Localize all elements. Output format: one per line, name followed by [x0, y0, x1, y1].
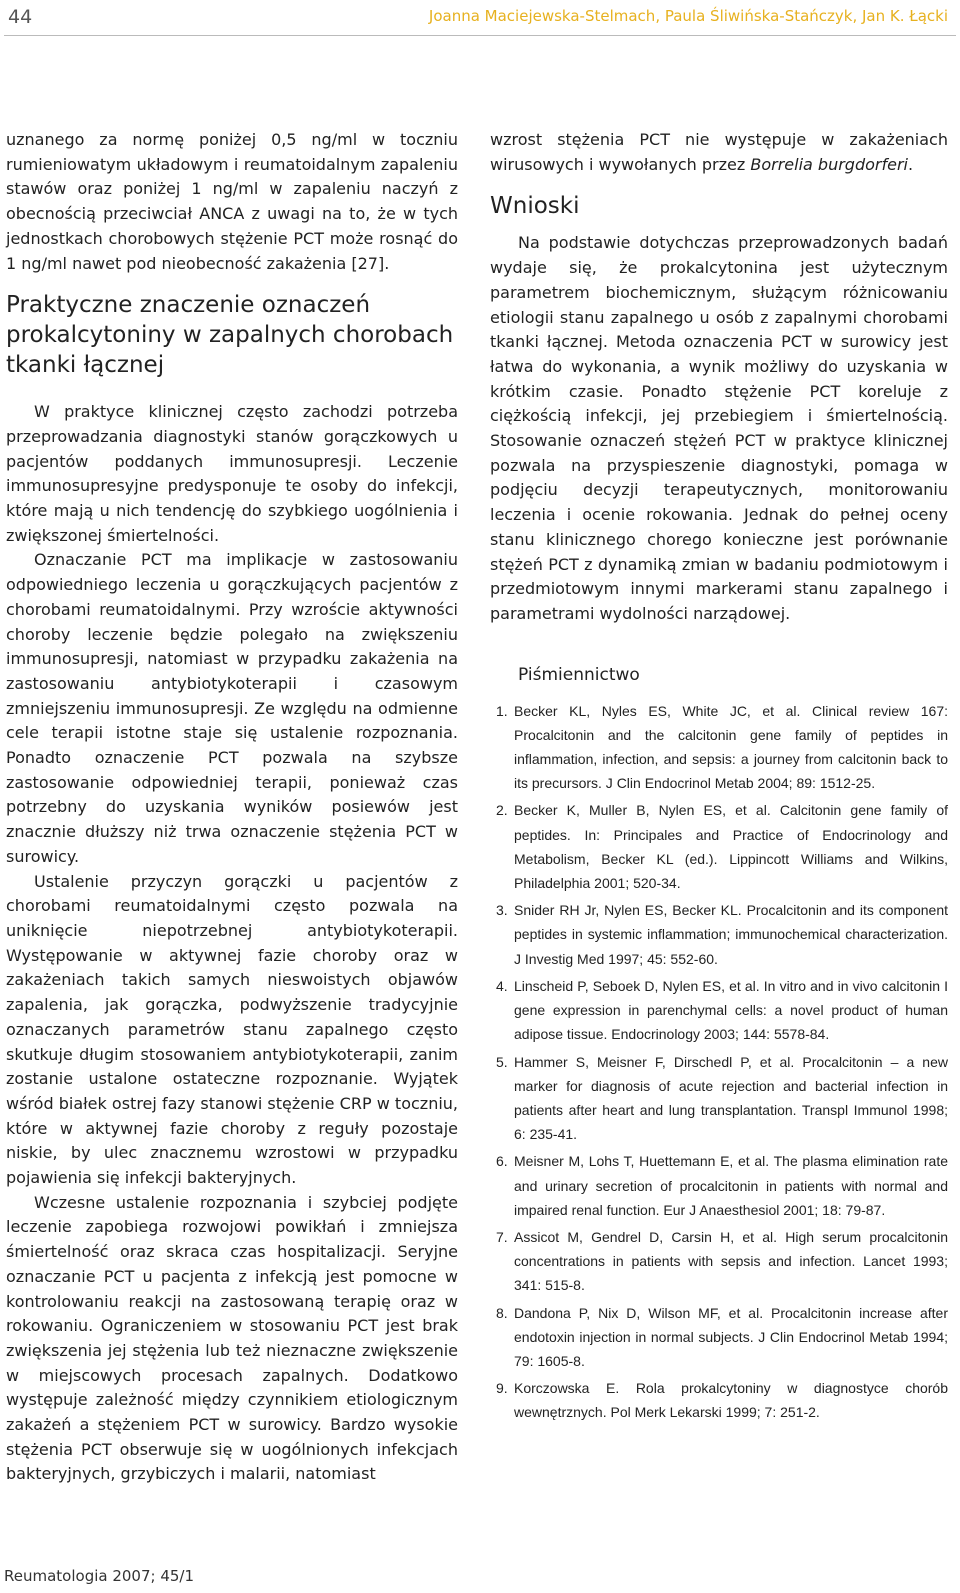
- right-column: [490, 128, 948, 1428]
- page-number: 44: [8, 6, 33, 28]
- paragraph-continued: [490, 128, 948, 177]
- reference-text: Dandona P, Nix D, Wilson MF, et al. Procalcitonin increase after endotoxin injection in normal subjects. J Clin Endocrinol Metab 1994; 79: 1605-8.: [514, 1304, 948, 1369]
- header-rule: [4, 35, 956, 36]
- page-footer: Reumatologia 2007; 45/1: [4, 1567, 195, 1585]
- paragraph: Ustalenie przyczyn gorączki u pacjentów z chorobami reumatoidalnymi często pozwala na uniknięcie niepotrzebnej antybiotykoterapii. Występowanie w aktywnej fazie choroby oraz w zakażeniach takich samych nieswoistych objawów zapalenia, jak gorączka, podwyższenie tradycyjnie oznaczanych parametrów stanu zapalnego często skutkuje długim stosowaniem antybiotykoterapii, zanim zostanie ustalone ostateczne rozpoznanie. Wyjątek wśród białek ostrej fazy stanowi stężenie CRP w toczniu, które w aktywnej fazie choroby z reguły pozostaje niskie, by ulec znacznemu wzrostowi w przypadku pojawienia się infekcji bakteryjnych.: [6, 871, 458, 1188]
- reference-item: [490, 1301, 948, 1374]
- paragraph: Oznaczanie PCT ma implikacje w zastosowaniu odpowiedniego leczenia u gorączkujących pacjentów z chorobami reumatoidalnymi. Przy wzroście aktywności choroby leczenie będzie polegało na zwiększeniu immunosupresji, natomiast w przypadku zakażenia na zastosowaniu antybiotykoterapii i czasowym zmniejszeniu immunosupresji. Ze względu na odmienne cele terapii istotne staje się ustalenie rozpoznania. Ponadto oznaczenie PCT pozwala na szybsze zastosowanie odpowiedniej terapii, ponieważ czas potrzebny do uzyskania wyników posiewów jest znacznie dłuższy niż trwa oznaczenie stężenia PCT w surowicy.: [6, 550, 458, 866]
- reference-item: [490, 1225, 948, 1298]
- section-heading-conclusions: Wnioski: [490, 193, 580, 220]
- reference-item: [490, 1376, 948, 1424]
- reference-text: Becker KL, Nyles ES, White JC, et al. Clinical review 167: Procalcitonin and the calcitonin gene family of peptides in inflammation, infection, and sepsis: a journey from calcitonin back to its precursors. J Clin Endocrinol Metab 2004; 89: 1512-25.: [514, 702, 948, 792]
- reference-number: 6.: [496, 1153, 508, 1170]
- paragraph-continued: uznanego za normę poniżej 0,5 ng/ml w toczniu rumieniowatym układowym i reumatoidalnym zapaleniu stawów oraz poniżej 1 ng/ml w zapaleniu naczyń z obecnością przeciwciał ANCA z uwagi na to, że w tych jednostkach chorobowych stężenie PCT może rosnąć do 1 ng/ml nawet pod nieobecność zakażenia [27].: [6, 130, 458, 273]
- reference-item: [490, 974, 948, 1047]
- reference-item: [490, 798, 948, 895]
- paragraph: Wczesne ustalenie rozpoznania i szybciej podjęte leczenie zapobiega rozwojowi powikłań i zmniejsza śmiertelność oraz skraca czas hospitalizacji. Seryjne oznaczanie PCT u pacjenta z infekcją jest pomocne w kontrolowaniu reakcji na zastosowaną terapię oraz w rokowaniu. Ograniczeniem w stosowaniu PCT jest brak zwiększenia jej stężenia lub też nieznaczne zwiększenie w miejscowych procesach zapalnych. Dodatkowo występuje zależność między czynnikiem etiologicznym zakażeń a stężeniem PCT w surowicy. Bardzo wysokie stężenia PCT obserwuje się w uogólnionych infekcjach bakteryjnych, grzybiczych i malarii, natomiast: [6, 1192, 458, 1484]
- references-heading: Piśmiennictwo: [518, 664, 640, 685]
- section-heading-practical-significance: Praktyczne znaczenie oznaczeń prokalcytoniny w zapalnych chorobach tkanki łącznej: [6, 292, 454, 379]
- reference-text: Linscheid P, Seboek D, Nylen ES, et al. In vitro and in vivo calcitonin I gene expression in parenchymal cells: a novel product of human adipose tissue. Endocrinology 2003; 144: 5578-84.: [514, 977, 948, 1043]
- reference-text: Snider RH Jr, Nylen ES, Becker KL. Procalcitonin and its component peptides in systemic inflammation; immunochemical characterization. J Investig Med 1997; 45: 552-60.: [514, 902, 948, 967]
- reference-item: [490, 1050, 948, 1147]
- reference-text: Korczowska E. Rola prokalcytoniny w diagnostyce chorób wewnętrznych. Pol Merk Lekarski 1999; 7: 251-2.: [514, 1380, 948, 1421]
- text-run: .: [907, 154, 914, 174]
- reference-item: [490, 699, 948, 796]
- reference-text: Becker K, Muller B, Nylen ES, et al. Calcitonin gene family of peptides. In: Principales and Practice of Endocrinology and Metabolism, Becker KL (ed.). Lippincott Williams and Wilkins, Philadelphia 2001; 520-34.: [514, 802, 948, 892]
- reference-number: 9.: [496, 1380, 508, 1397]
- reference-text: Hammer S, Meisner F, Dirschedl P, et al. Procalcitonin – a new marker for diagnosis of acute rejection and bacterial infection in patients after heart and lung transplantation. Transpl Immunol 1998; 6: 235-41.: [514, 1053, 948, 1143]
- text-run: wzrost stężenia PCT nie występuje w zakażeniach wirusowych i wywołanych przez: [490, 130, 948, 174]
- reference-number: 8.: [496, 1304, 508, 1321]
- paragraph-conclusions: Na podstawie dotychczas przeprowadzonych badań wydaje się, że prokalcytonina jest użytecznym parametrem biochemicznym, służącym różnicowaniu etiologii stanu zapalnego u osób z zapalnymi chorobami tkanki łącznej. Metoda oznaczenia PCT w surowicy jest łatwa do wykonania, a wynik możliwy do uzyskania w krótkim czasie. Ponadto stężenie PCT koreluje z ciężkością infekcji, jej przebiegiem i śmiertelnością. Stosowanie oznaczeń stężeń PCT w praktyce klinicznej pozwala na przyspieszenie diagnostyki, pomaga w podjęciu decyzji terapeutycznych, monitorowaniu leczenia i ocenie rokowania. Jednak do pełnej oceny stanu klinicznego chorego konieczne jest porównanie stężeń PCT z dynamiką zmian w badaniu podmiotowym i przedmiotowym innymi markerami stanu zapalnego i parametrami wydolności narządowej.: [490, 233, 948, 623]
- running-head-authors: Joanna Maciejewska-Stelmach, Paula Śliwińska-Stańczyk, Jan K. Łącki: [428, 7, 948, 25]
- reference-number: 1.: [496, 702, 508, 719]
- reference-number: 3.: [496, 902, 508, 919]
- reference-number: 4.: [496, 977, 508, 994]
- reference-text: Meisner M, Lohs T, Huettemann E, et al. The plasma elimination rate and urinary secretion of procalcitonin in patients with normal and impaired renal function. Eur J Anaesthesiol 2001; 18: 79-87.: [514, 1153, 948, 1218]
- reference-number: 7.: [496, 1228, 508, 1245]
- paragraph: W praktyce klinicznej często zachodzi potrzeba przeprowadzania diagnostyki stanów gorączkowych u pacjentów poddanych immunosupresji. Leczenie immunosupresyjne predysponuje te osoby do infekcji, które mają u nich tendencję do szybkiego uogólnienia i zwiększonej śmiertelności.: [6, 402, 458, 545]
- page-header: [0, 0, 960, 36]
- reference-item: [490, 1149, 948, 1222]
- left-column: [6, 128, 458, 1487]
- reference-item: [490, 898, 948, 971]
- reference-number: 5.: [496, 1053, 508, 1070]
- species-name: Borrelia burgdorferi: [750, 154, 908, 174]
- reference-text: Assicot M, Gendrel D, Carsin H, et al. High serum procalcitonin concentrations in patients with sepsis and infection. Lancet 1993; 341: 515-8.: [514, 1228, 948, 1294]
- reference-number: 2.: [496, 802, 508, 819]
- reference-list: [490, 699, 948, 1425]
